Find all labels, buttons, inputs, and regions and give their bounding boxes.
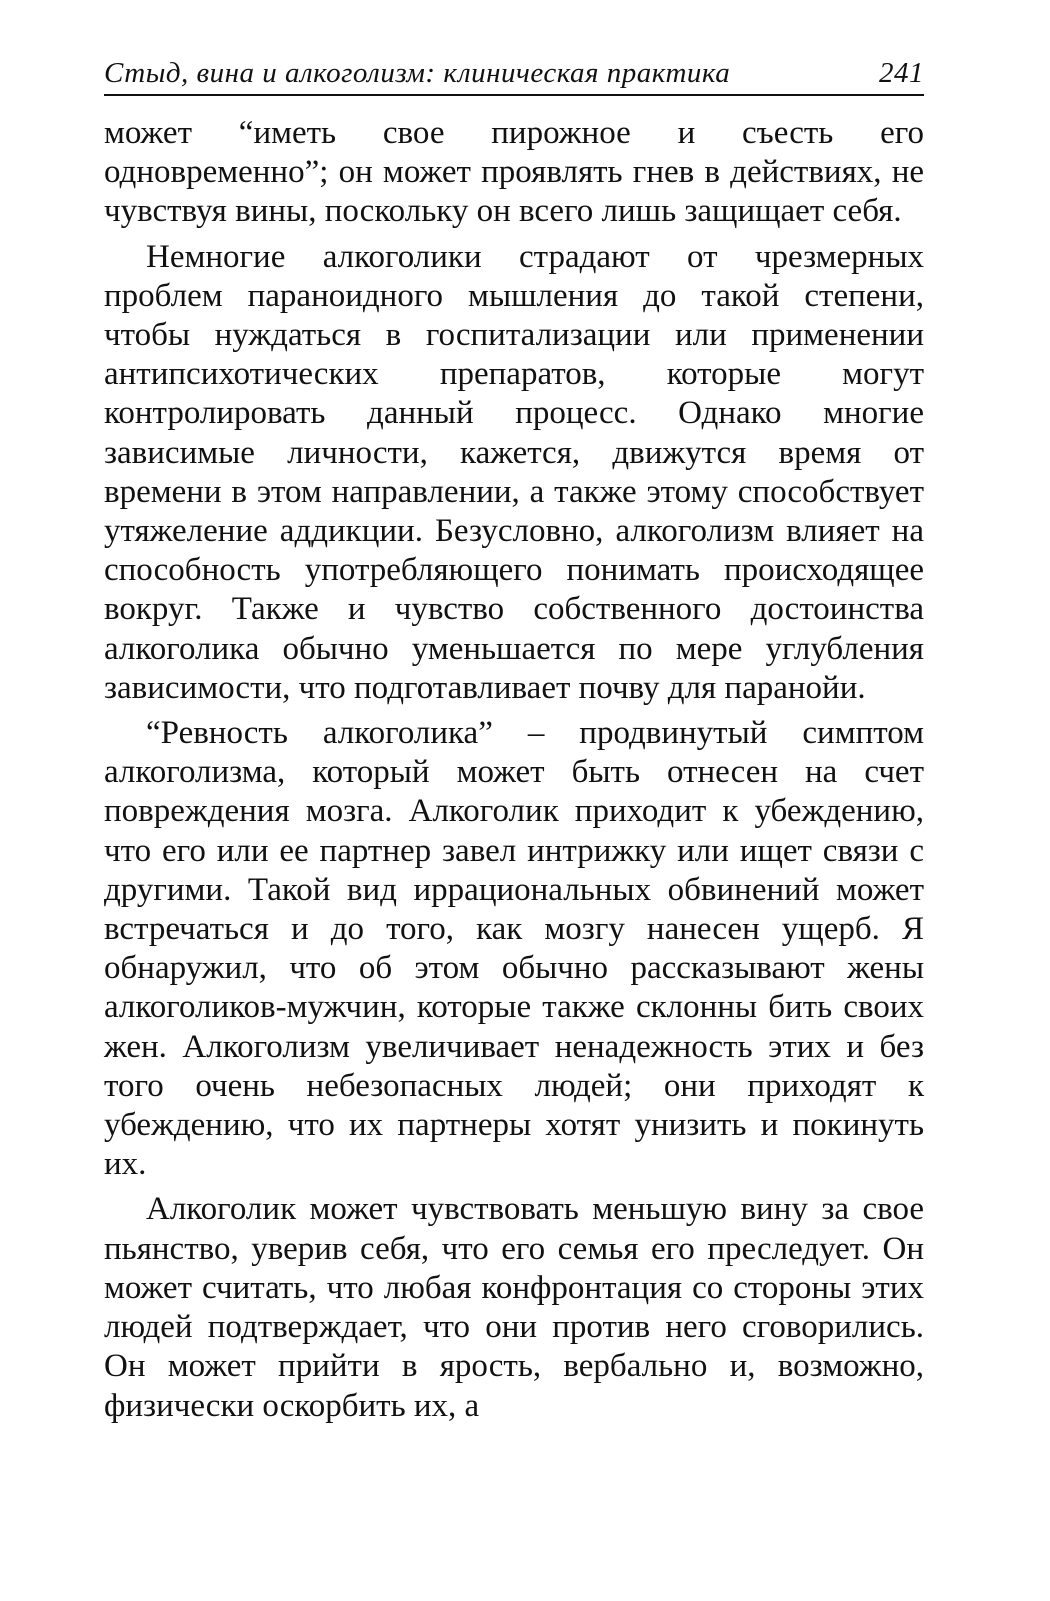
book-page [104, 56, 924, 1426]
running-title: Стыд, вина и алкоголизм: клиническая практика [104, 57, 731, 89]
paragraph: “Ревность алкоголика” – продвинутый симптом алкоголизма, который может быть отнесен на счет повреждения мозга. Алкоголик приходит к убеждению, что его или ее партнер завел интрижку или ищет связи с другими. Такой вид иррациональных обвинений может встречаться и до того, как мозгу нанесен ущерб. Я обнаружил, что об этом обычно рассказывают жены алкоголиков-мужчин, которые также склонны бить своих жен. Алкоголизм увеличивает ненадежность этих и без того очень небезопасных людей; они приходят к убеждению, что их партнеры хотят унизить и покинуть их. [104, 715, 924, 1183]
paragraph: может “иметь свое пирожное и съесть его одновременно”; он может проявлять гнев в действиях, не чувствуя вины, поскольку он всего лишь защищает себя. [104, 115, 924, 230]
page-number: 241 [879, 57, 924, 89]
running-header [104, 56, 924, 96]
body-text [104, 114, 924, 1426]
paragraph: Немногие алкоголики страдают от чрезмерных проблем параноидного мышления до такой степени, чтобы нуждаться в госпитализации или применении антипсихотических препаратов, которые могут контролировать данный процесс. Однако многие зависимые личности, кажется, движутся время от времени в этом направлении, а также этому способствует утяжеление аддикции. Безусловно, алкоголизм влияет на способность употребляющего понимать происходящее вокруг. Также и чувство собственного достоинства алкоголика обычно уменьшается по мере углубления зависимости, что подготавливает почву для паранойи. [104, 238, 924, 706]
paragraph: Алкоголик может чувствовать меньшую вину за свое пьянство, уверив себя, что его семья его преследует. Он может считать, что любая конфронтация со стороны этих людей подтверждает, что они против него сговорились. Он может прийти в ярость, вербально и, возможно, физически оскорбить их, а [104, 1191, 924, 1424]
